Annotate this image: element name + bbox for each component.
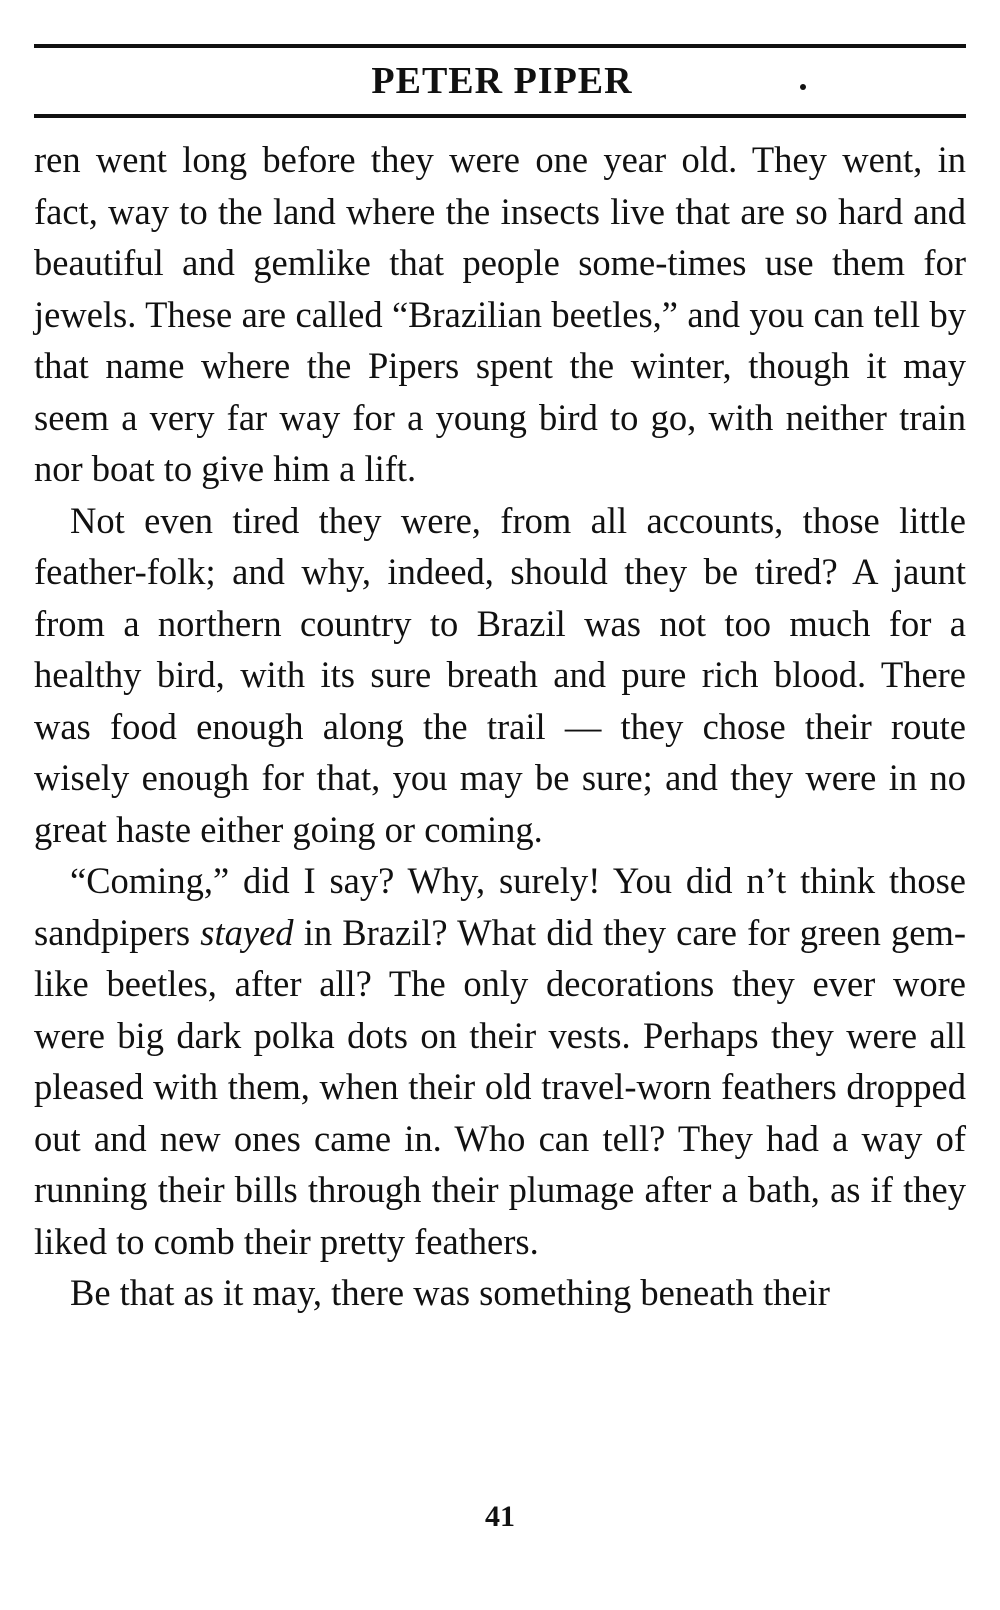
header-top-rule: [34, 44, 966, 48]
page-number: 41: [485, 1500, 515, 1533]
paragraph-1: [34, 134, 966, 495]
body-text: [34, 134, 966, 1319]
running-header: [34, 50, 966, 112]
paragraph-2: [34, 495, 966, 856]
paragraph-4-text: Be that as it may, there was something beneath their: [70, 1272, 830, 1313]
paragraph-3-text-end: in Brazil? What did they care for green gem-like beetles, after all? The only decorations they ever wore were big dark polka dots on their vests. Perhaps they were all pleased with them, when their old travel-worn feathers dropped out and new ones came in. Who can tell? They had a way of running their bills through their plumage after a bath, as if they liked to comb their pretty feathers.: [34, 911, 966, 1262]
header-ornament-dot: [800, 84, 806, 90]
book-page: [34, 44, 966, 1584]
paragraph-3-text-start: “Coming,” did I say? Why, surely! You did n’t think those sandpipers: [34, 860, 966, 953]
paragraph-3: [34, 855, 966, 1267]
paragraph-2-text: Not even tired they were, from all accounts, those little feather-folk; and why, indeed, should they be tired? A jaunt from a northern country to Brazil was not too much for a healthy bird, with its sure breath and pure rich blood. There was food enough along the trail — they chose their route wisely enough for that, you may be sure; and they were in no great haste either going or coming.: [34, 499, 966, 850]
header-bottom-rule: [34, 114, 966, 118]
paragraph-1-text: ren went long before they were one year old. They went, in fact, way to the land where the insects live that are so hard and beautiful and gemlike that people some-times use them for jewels. These are called “Brazilian beetles,” and you can tell by that name where the Pipers spent the winter, though it may seem a very far way for a young bird to go, with neither train nor boat to give him a lift.: [34, 139, 966, 489]
paragraph-3-italic-word: stayed: [200, 911, 294, 953]
paragraph-4: [34, 1267, 966, 1319]
running-head-title: PETER PIPER: [371, 60, 633, 102]
